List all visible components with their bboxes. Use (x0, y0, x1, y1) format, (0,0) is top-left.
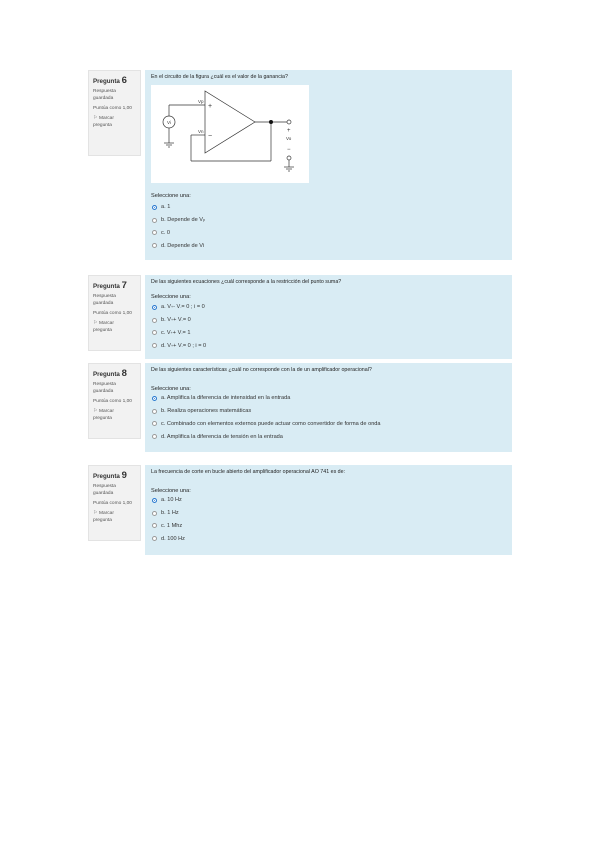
flag-question-link[interactable]: ⚐ Marcar pregunta (93, 320, 114, 334)
circuit-figure (151, 85, 309, 183)
question-text: De las siguientes ecuaciones ¿cuál corresponde a la restricción del punto suma? (151, 279, 342, 285)
question-info (88, 363, 141, 439)
option-a[interactable]: a. 1 (151, 201, 491, 214)
select-label: Seleccione una: (151, 386, 191, 392)
flag-icon: ⚐ (93, 408, 98, 415)
radio-button[interactable] (152, 523, 157, 528)
question-score: Puntúa como 1,00 (93, 398, 132, 404)
question-info (88, 70, 141, 156)
flag-question-link[interactable]: ⚐ Marcar pregunta (93, 510, 114, 524)
option-d[interactable]: d. Amplifica la diferencia de tensión en la entrada (151, 430, 506, 443)
option-d[interactable]: d. Depende de Vi (151, 239, 491, 252)
radio-button[interactable] (152, 243, 157, 248)
option-b[interactable]: b. 1 Hz (151, 507, 506, 520)
question-status: Respuesta guardada (93, 484, 116, 496)
question-content (145, 465, 512, 555)
flag-icon: ⚐ (93, 510, 98, 517)
question-info (88, 275, 141, 351)
question-number: Pregunta 8 (93, 368, 127, 379)
select-label: Seleccione una: (151, 488, 191, 494)
option-c[interactable]: c. Combinado con elementos externos puede actuar como convertidor de forma de onda (151, 418, 506, 431)
option-c[interactable]: c. 1 Mhz (151, 520, 506, 533)
option-a[interactable]: a. 10 Hz (151, 494, 506, 507)
question-score: Puntúa como 1,00 (93, 105, 132, 111)
question-number: Pregunta 6 (93, 75, 127, 86)
radio-button[interactable] (152, 511, 157, 516)
radio-button[interactable] (152, 343, 157, 348)
option-c[interactable]: c. V + + V - = 1 (151, 327, 506, 340)
option-d[interactable]: d. V + + V - = 0 ; i = 0 (151, 339, 506, 352)
question-score: Puntúa como 1,00 (93, 500, 132, 506)
vo-label: Vo (286, 136, 292, 141)
option-b[interactable]: b. Depende de V p (151, 214, 491, 227)
radio-button[interactable] (152, 409, 157, 414)
plus-label: + (208, 103, 213, 110)
option-a[interactable]: a. Amplifica la diferencia de intensidad en la entrada (151, 392, 506, 405)
radio-button[interactable] (152, 305, 157, 310)
flag-question-link[interactable]: ⚐ Marcar pregunta (93, 408, 114, 422)
option-b[interactable]: b. V + + V - = 0 (151, 314, 506, 327)
radio-button[interactable] (152, 230, 157, 235)
radio-button[interactable] (152, 330, 157, 335)
radio-button[interactable] (152, 434, 157, 439)
option-b[interactable]: b. Realiza operaciones matemáticas (151, 405, 506, 418)
option-c[interactable]: c. 0 (151, 227, 491, 240)
option-d[interactable]: d. 100 Hz (151, 532, 506, 545)
flag-question-link[interactable]: ⚐ Marcar pregunta (93, 115, 114, 129)
question-content (145, 275, 512, 359)
opamp-circuit-diagram (151, 85, 309, 183)
select-label: Seleccione una: (151, 294, 191, 300)
out-plus-label: + (287, 128, 291, 134)
vp-label: Vp (198, 99, 204, 104)
question-number: Pregunta 7 (93, 280, 127, 291)
radio-button[interactable] (152, 498, 157, 503)
question-content (145, 363, 512, 452)
question-status: Respuesta guardada (93, 294, 116, 306)
radio-button[interactable] (152, 536, 157, 541)
radio-button[interactable] (152, 205, 157, 210)
option-a[interactable]: a. V + - V - = 0 ; i = 0 (151, 301, 506, 314)
question-info (88, 465, 141, 541)
flag-icon: ⚐ (93, 320, 98, 327)
vn-label: Vn (198, 129, 204, 134)
question-text: De las siguientes características ¿cuál no corresponde con la de un amplificador operacional? (151, 367, 372, 373)
select-label: Seleccione una: (151, 193, 191, 199)
question-text: La frecuencia de corte en bucle abierto del amplificador operacional AO 741 es de: (151, 469, 346, 475)
radio-button[interactable] (152, 396, 157, 401)
question-status: Respuesta guardada (93, 382, 116, 394)
question-number: Pregunta 9 (93, 470, 127, 481)
flag-icon: ⚐ (93, 115, 98, 122)
question-score: Puntúa como 1,00 (93, 310, 132, 316)
radio-button[interactable] (152, 318, 157, 323)
question-text: En el circuito de la figura ¿cuál es el valor de la ganancia? (151, 74, 288, 80)
vi-label: Vi (167, 120, 171, 125)
minus-label: − (208, 133, 213, 140)
radio-button[interactable] (152, 421, 157, 426)
out-minus-label: − (287, 147, 291, 153)
question-content (145, 70, 512, 260)
radio-button[interactable] (152, 218, 157, 223)
question-status: Respuesta guardada (93, 89, 116, 101)
